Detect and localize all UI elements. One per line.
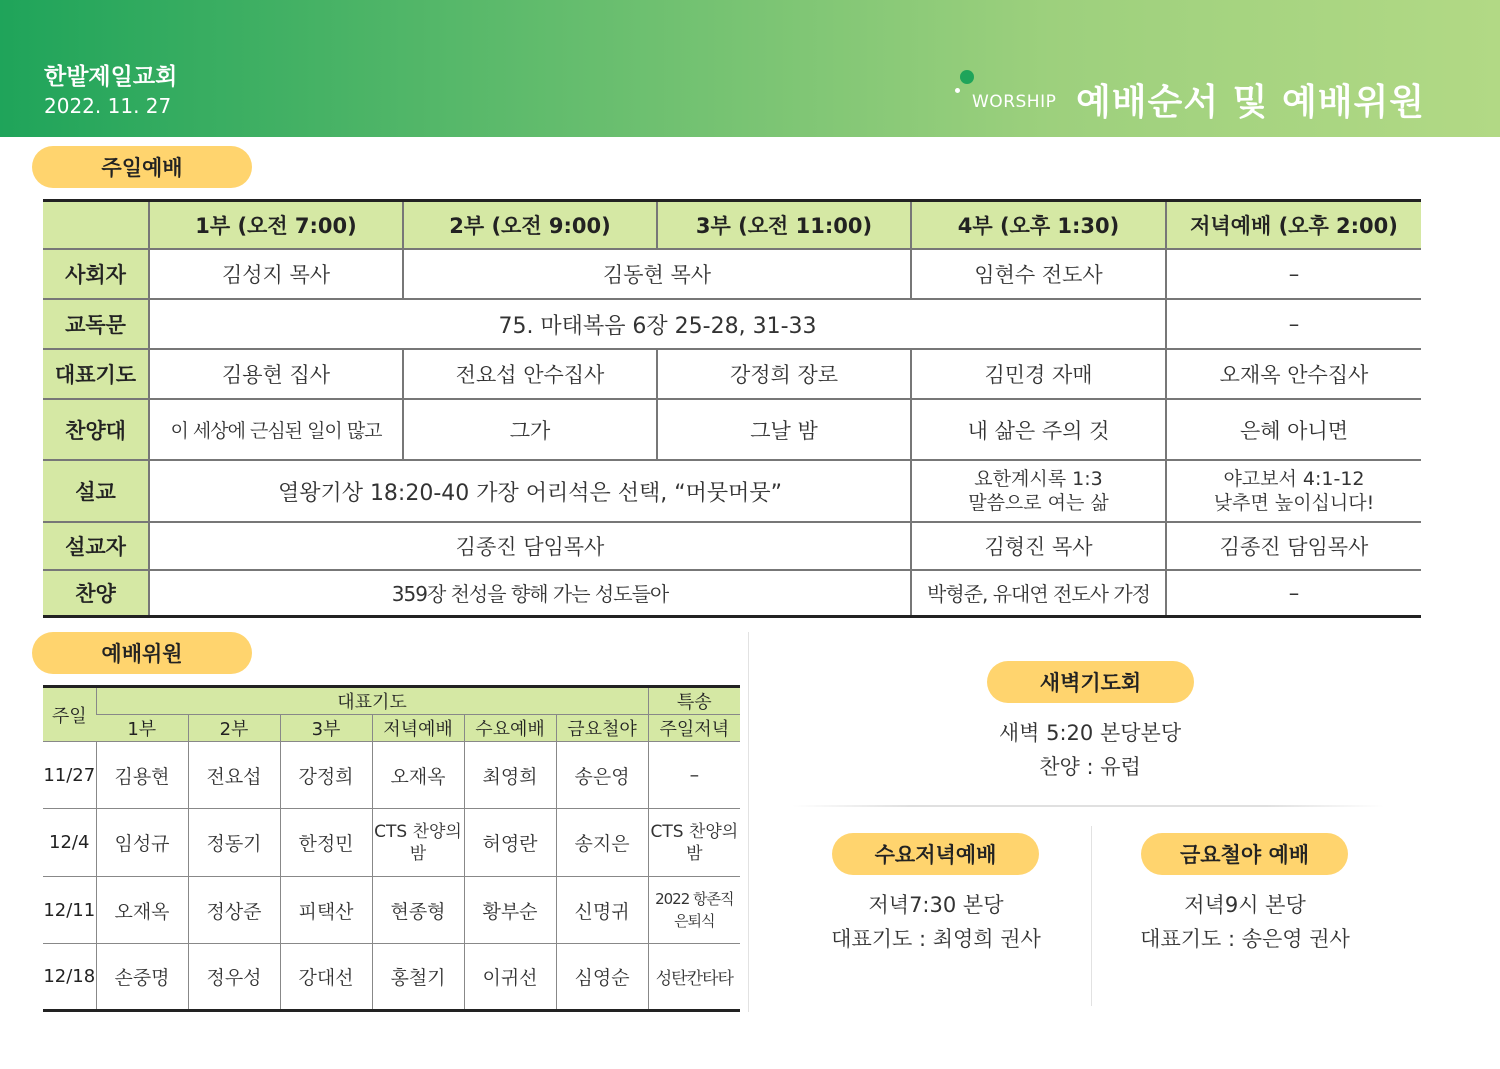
table-cell: 현종형: [372, 877, 464, 944]
sermon-text: 야고보서 4:1-12: [1223, 468, 1365, 490]
special-header: 특송: [648, 687, 740, 715]
row-label: 찬양대: [43, 399, 149, 460]
table-row: [43, 299, 1421, 349]
table-cell: 김형진 목사: [911, 522, 1166, 570]
table-cell: 이 세상에 근심된 일이 많고: [149, 399, 403, 460]
horizontal-divider: [792, 805, 1384, 807]
vertical-divider: [1091, 826, 1092, 1006]
committee-table: [43, 685, 740, 1012]
column-header: 수요예배: [464, 715, 556, 742]
table-cell: 김종진 담임목사: [1166, 522, 1421, 570]
day-cell: 12/4: [43, 809, 96, 877]
sunday-worship-pill: 주일예배: [32, 146, 252, 188]
table-cell: CTS 찬양의 밤: [648, 809, 740, 877]
table-row: [43, 944, 740, 1011]
table-cell: 내 삶은 주의 것: [911, 399, 1166, 460]
table-cell: 전요섭: [188, 742, 280, 809]
table-cell: 이귀선: [464, 944, 556, 1011]
row-label: 사회자: [43, 249, 149, 299]
table-cell: –: [1166, 570, 1421, 616]
row-label: 설교: [43, 460, 149, 522]
table-cell: 강정희: [280, 742, 372, 809]
table-cell: CTS 찬양의 밤: [372, 809, 464, 877]
table-cell: 임성규: [96, 809, 188, 877]
row-label: 찬양: [43, 570, 149, 616]
friday-prayer: 대표기도 : 송은영 권사: [1140, 927, 1350, 951]
committee-pill: 예배위원: [32, 632, 252, 674]
table-cell: 김용현 집사: [149, 349, 403, 399]
table-cell: 손중명: [96, 944, 188, 1011]
table-cell: 오재옥: [96, 877, 188, 944]
sermon-title: 낮추면 높이십니다!: [1213, 492, 1375, 514]
table-cell: 임현수 전도사: [911, 249, 1166, 299]
header-banner: [0, 0, 1500, 137]
sermon-title: 말씀으로 여는 삶: [968, 492, 1109, 514]
table-cell: –: [1166, 299, 1421, 349]
table-cell: 홍철기: [372, 944, 464, 1011]
table-cell: –: [648, 742, 740, 809]
friday-time: 저녁9시 본당: [1184, 893, 1306, 917]
column-header: 저녁예배 (오후 2:00): [1166, 201, 1421, 250]
table-cell: 강대선: [280, 944, 372, 1011]
table-cell: 2022 항존직은퇴식: [648, 877, 740, 944]
table-row: [43, 249, 1421, 299]
table-row: [43, 460, 1421, 522]
row-label: 교독문: [43, 299, 149, 349]
table-cell: 강정희 장로: [657, 349, 911, 399]
table-cell: 오재옥: [372, 742, 464, 809]
dawn-praise: 찬양 : 유럽: [1039, 755, 1141, 779]
table-cell: 김성지 목사: [149, 249, 403, 299]
table-cell: 심영순: [556, 944, 648, 1011]
table-cell: 전요섭 안수집사: [403, 349, 657, 399]
table-cell: 황부순: [464, 877, 556, 944]
table-cell: 김동현 목사: [403, 249, 911, 299]
dot-icon: [960, 70, 974, 84]
day-header: 주일: [43, 687, 96, 742]
table-cell: [1166, 460, 1421, 522]
table-cell: 허영란: [464, 809, 556, 877]
small-dot-icon: [955, 88, 960, 93]
table-row: [43, 809, 740, 877]
dawn-prayer-pill: 새벽기도회: [987, 661, 1194, 703]
column-header: 2부: [188, 715, 280, 742]
wednesday-prayer: 대표기도 : 최영희 권사: [831, 927, 1041, 951]
table-cell: 김용현: [96, 742, 188, 809]
column-header: 저녁예배: [372, 715, 464, 742]
table-cell: 열왕기상 18:20-40 가장 어리석은 선택, “머뭇머뭇”: [149, 460, 911, 522]
worship-label: WORSHIP: [972, 92, 1057, 112]
sunday-worship-table: [43, 199, 1421, 618]
table-cell: 박형준, 유대연 전도사 가정: [911, 570, 1166, 616]
table-row: [43, 349, 1421, 399]
column-header: 1부 (오전 7:00): [149, 201, 403, 250]
table-row: [43, 877, 740, 944]
table-cell: 신명귀: [556, 877, 648, 944]
table-cell: 송지은: [556, 809, 648, 877]
corner-cell: [43, 201, 149, 250]
wednesday-worship-info: [786, 888, 1086, 956]
table-header-row: [43, 201, 1421, 250]
vertical-divider: [748, 632, 749, 1012]
table-row: [43, 742, 740, 809]
dawn-prayer-info: [940, 716, 1240, 784]
column-header: 금요철야: [556, 715, 648, 742]
table-cell: 피택산: [280, 877, 372, 944]
column-header: 주일저녁: [648, 715, 740, 742]
prayer-header: 대표기도: [96, 687, 648, 715]
table-row: [43, 570, 1421, 616]
table-cell: 정동기: [188, 809, 280, 877]
wednesday-time: 저녁7:30 본당: [868, 893, 1004, 917]
friday-worship-info: [1095, 888, 1395, 956]
table-cell: 한정민: [280, 809, 372, 877]
page-title: 예배순서 및 예배위원: [1076, 82, 1426, 123]
table-cell: 정상준: [188, 877, 280, 944]
table-cell: 김종진 담임목사: [149, 522, 911, 570]
table-cell: 성탄칸타타: [648, 944, 740, 1011]
table-cell: 그날 밤: [657, 399, 911, 460]
table-cell: 최영희: [464, 742, 556, 809]
friday-worship-pill: 금요철야 예배: [1141, 833, 1348, 875]
table-row: [43, 522, 1421, 570]
column-header: 1부: [96, 715, 188, 742]
table-row: [43, 399, 1421, 460]
column-header: 3부: [280, 715, 372, 742]
table-cell: 359장 천성을 향해 가는 성도들아: [149, 570, 911, 616]
sermon-text: 요한계시록 1:3: [974, 468, 1103, 490]
table-cell: 은혜 아니면: [1166, 399, 1421, 460]
table-cell: –: [1166, 249, 1421, 299]
column-header: 4부 (오후 1:30): [911, 201, 1166, 250]
table-cell: 그가: [403, 399, 657, 460]
day-cell: 12/18: [43, 944, 96, 1011]
table-cell: 오재옥 안수집사: [1166, 349, 1421, 399]
church-name: 한밭제일교회: [44, 64, 178, 90]
bulletin-date: 2022. 11. 27: [44, 94, 172, 118]
table-cell: 75. 마태복음 6장 25-28, 31-33: [149, 299, 1166, 349]
table-cell: [911, 460, 1166, 522]
column-header: 3부 (오전 11:00): [657, 201, 911, 250]
table-cell: 정우성: [188, 944, 280, 1011]
column-header: 2부 (오전 9:00): [403, 201, 657, 250]
row-label: 대표기도: [43, 349, 149, 399]
table-cell: 김민경 자매: [911, 349, 1166, 399]
day-cell: 12/11: [43, 877, 96, 944]
table-cell: 송은영: [556, 742, 648, 809]
table-header-row: [43, 687, 740, 715]
row-label: 설교자: [43, 522, 149, 570]
dawn-time: 새벽 5:20 본당본당: [998, 721, 1182, 745]
day-cell: 11/27: [43, 742, 96, 809]
wednesday-worship-pill: 수요저녁예배: [832, 833, 1039, 875]
table-subheader-row: [43, 715, 740, 742]
